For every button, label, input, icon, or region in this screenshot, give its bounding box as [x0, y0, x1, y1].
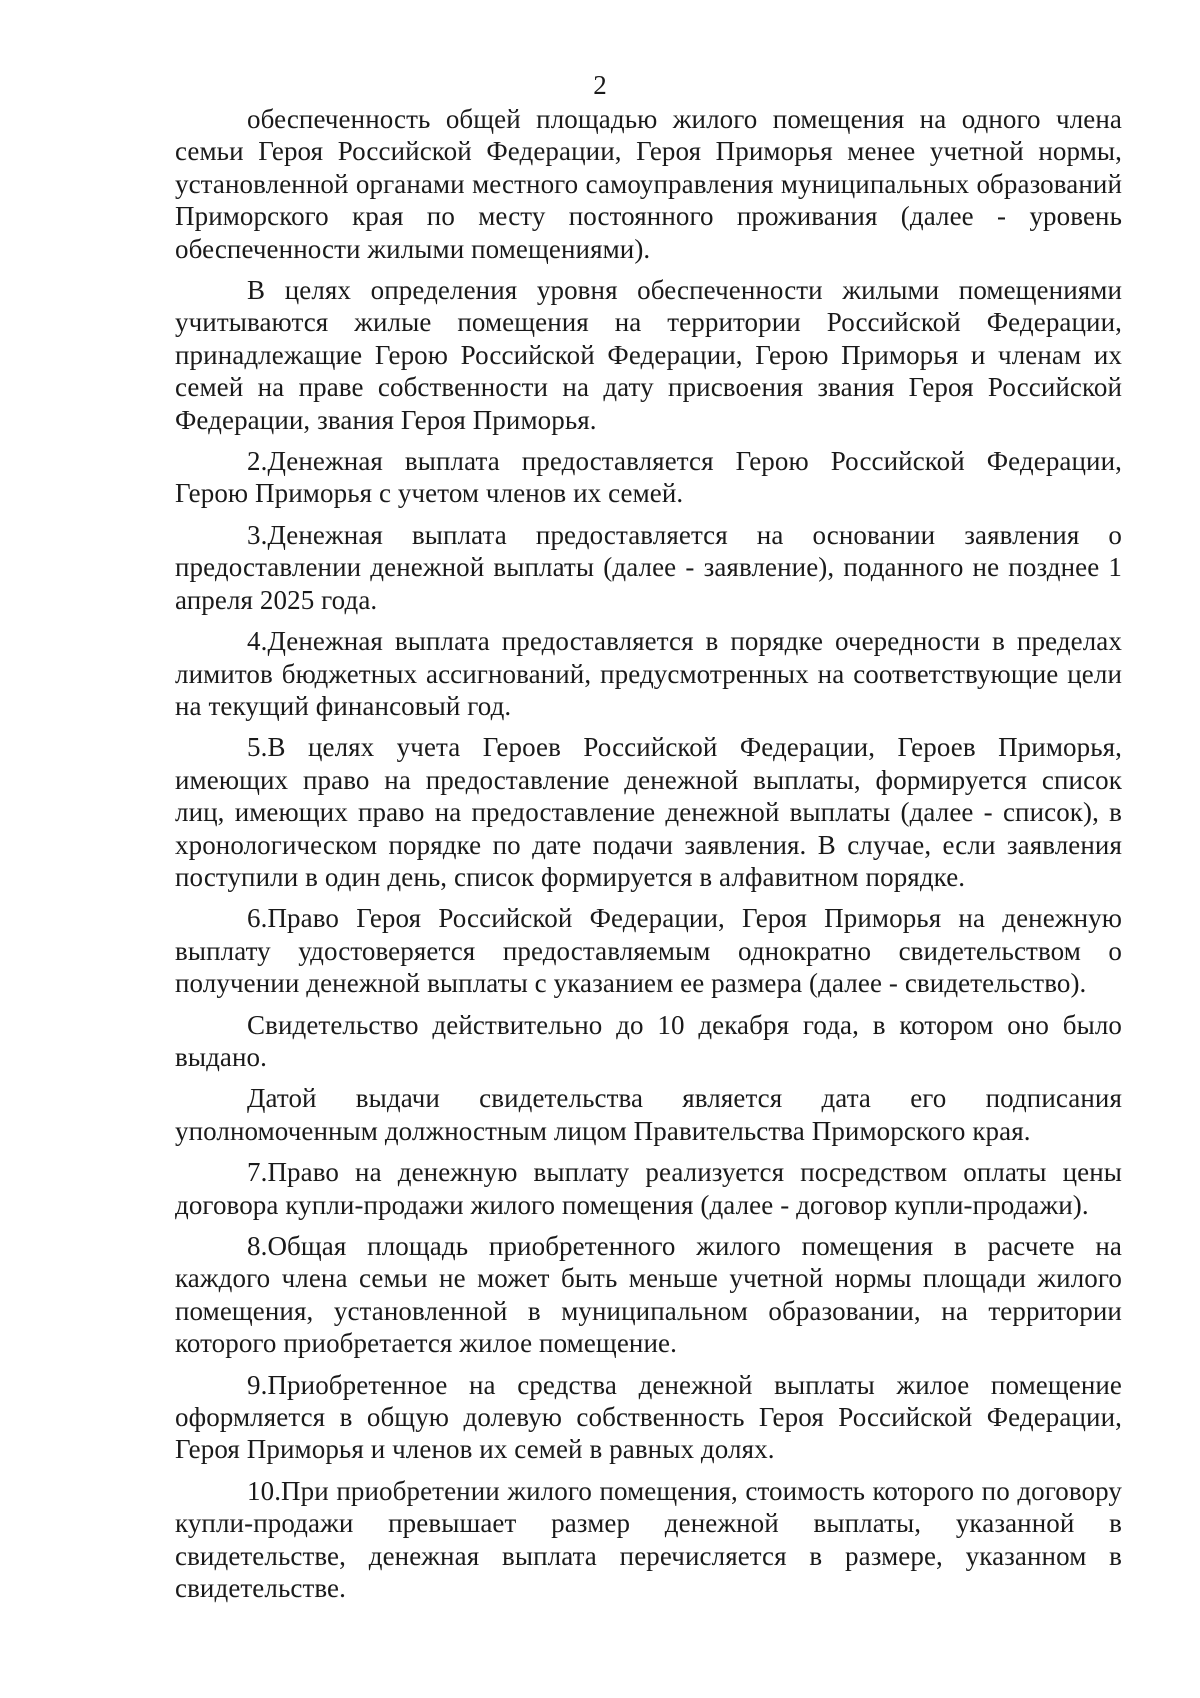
document-body	[175, 103, 1122, 1613]
paragraph-item-4: 4.Денежная выплата предоставляется в порядке очередности в пределах лимитов бюджетных ассигнований, предусмотренных на соответствующие цели на текущий финансовый год.	[175, 626, 1122, 721]
paragraph-continuation: обеспеченность общей площадью жилого помещения на одного члена семьи Героя Российской Федерации, Героя Приморья менее учетной нормы, установленной органами местного самоуправления муниципальных образований Приморского края по месту постоянного проживания (далее - уровень обеспеченности жилыми помещениями).	[175, 104, 1122, 264]
paragraph-item-6: 6.Право Героя Российской Федерации, Героя Приморья на денежную выплату удостоверяется предоставляемым однократно свидетельством о получении денежной выплаты с указанием ее размера (далее - свидетельство).	[175, 903, 1122, 999]
paragraph-item-8: 8.Общая площадь приобретенного жилого помещения в расчете на каждого члена семьи не может быть меньше учетной нормы площади жилого помещения, установленной в муниципальном образовании, на территории которого приобретается жилое помещение.	[175, 1231, 1122, 1359]
paragraph-certificate-issue-date: Датой выдачи свидетельства является дата его подписания уполномоченным должностным лицом Правительства Приморского края.	[175, 1083, 1122, 1146]
paragraph-item-3: 3.Денежная выплата предоставляется на основании заявления о предоставлении денежной выплаты (далее - заявление), поданного не позднее 1 апреля 2025 года.	[175, 519, 1122, 615]
paragraph-item-10: 10.При приобретении жилого помещения, стоимость которого по договору купли-продажи превышает размер денежной выплаты, указанной в свидетельстве, денежная выплата перечисляется в размере, указанном в свидетельстве.	[175, 1475, 1122, 1604]
paragraph-housing-assessment: В целях определения уровня обеспеченности жилыми помещениями учитываются жилые помещения на территории Российской Федерации, принадлежащие Герою Российской Федерации, Герою Приморья и членам их семей на праве собственности на дату присвоения звания Героя Российской Федерации, звания Героя Приморья.	[175, 275, 1122, 435]
paragraph-item-2: 2.Денежная выплата предоставляется Герою Российской Федерации, Герою Приморья с учетом членов их семей.	[175, 446, 1122, 509]
page-number: 2	[593, 70, 607, 100]
paragraph-item-9: 9.Приобретенное на средства денежной выплаты жилое помещение оформляется в общую долевую собственность Героя Российской Федерации, Героя Приморья и членов их семей в равных долях.	[175, 1369, 1122, 1465]
paragraph-certificate-validity: Свидетельство действительно до 10 декабря года, в котором оно было выдано.	[175, 1009, 1122, 1072]
paragraph-item-7: 7.Право на денежную выплату реализуется посредством оплаты цены договора купли-продажи жилого помещения (далее - договор купли-продажи).	[175, 1157, 1122, 1220]
paragraph-item-5: 5.В целях учета Героев Российской Федерации, Героев Приморья, имеющих право на предоставление денежной выплаты, формируется список лиц, имеющих право на предоставление денежной выплаты (далее - список), в хронологическом порядке по дате подачи заявления. В случае, если заявления поступили в один день, список формируется в алфавитном порядке.	[175, 732, 1122, 892]
